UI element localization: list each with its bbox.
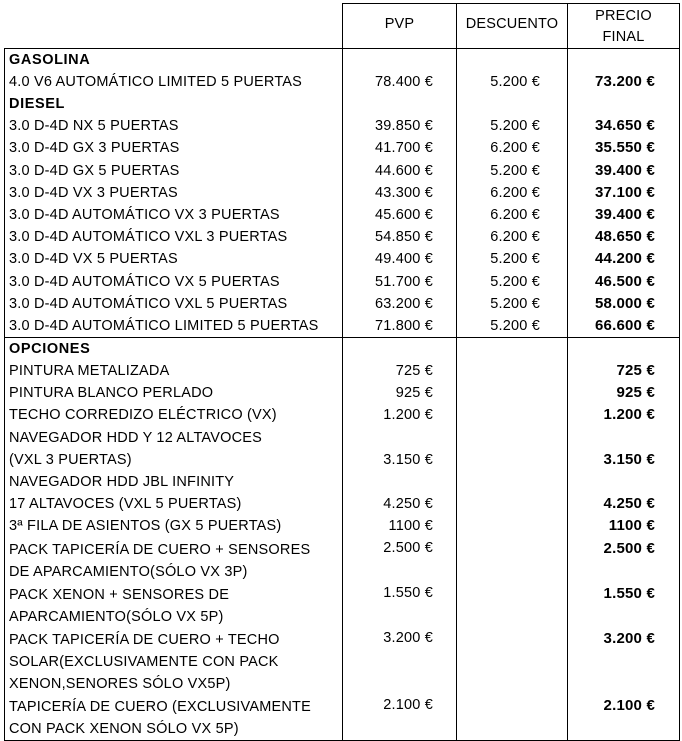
header-row <box>5 4 680 49</box>
descuento-value: 5.200 € <box>457 115 568 137</box>
option-name-line: CON PACK XENON SÓLO VX 5P) <box>9 720 239 737</box>
empty-cell <box>568 338 680 361</box>
header-final-line: FINAL <box>602 29 645 45</box>
section-row-opciones <box>5 338 680 361</box>
precio-final-value: 1.550 € <box>568 583 680 628</box>
precio-final-value: 37.100 € <box>568 182 680 204</box>
option-name-line: DE APARCAMIENTO(SÓLO VX 3P) <box>9 563 248 580</box>
table-row <box>5 271 680 293</box>
precio-final-value: 2.100 € <box>568 695 680 741</box>
option-name <box>5 628 343 695</box>
section-row-diesel <box>5 93 680 115</box>
section-heading-cell <box>5 49 343 72</box>
descuento-value <box>457 449 568 471</box>
pvp-value: 44.600 € <box>343 160 457 182</box>
option-name-line: SOLAR(EXCLUSIVAMENTE CON PACK <box>9 653 279 670</box>
empty-cell <box>457 93 568 115</box>
table-row <box>5 204 680 226</box>
option-name-line: PINTURA BLANCO PERLADO <box>9 385 214 402</box>
section-heading-gasolina: GASOLINA <box>9 52 91 68</box>
pvp-value: 1.200 € <box>343 404 457 426</box>
table-row <box>5 538 680 583</box>
precio-final-value: 1100 € <box>568 515 680 537</box>
price-table-body <box>5 49 680 741</box>
header-descuento <box>457 4 568 49</box>
section-row-gasolina <box>5 49 680 72</box>
option-name-line: 3ª FILA DE ASIENTOS (GX 5 PUERTAS) <box>9 518 282 535</box>
table-row <box>5 471 680 493</box>
section-heading-opciones: OPCIONES <box>9 341 91 358</box>
pvp-value: 63.200 € <box>343 293 457 315</box>
table-row <box>5 583 680 628</box>
table-row <box>5 115 680 137</box>
option-name <box>5 515 343 537</box>
pvp-value: 1100 € <box>343 515 457 537</box>
precio-final-value: 46.500 € <box>568 271 680 293</box>
model-name: 3.0 D-4D NX 5 PUERTAS <box>5 115 343 137</box>
table-row <box>5 71 680 93</box>
pvp-value: 1.550 € <box>343 583 457 628</box>
pvp-value: 78.400 € <box>343 71 457 93</box>
option-name <box>5 538 343 583</box>
header-pvp-label: PVP <box>384 16 415 32</box>
descuento-value <box>457 382 568 404</box>
precio-final-value: 66.600 € <box>568 315 680 338</box>
descuento-value <box>457 695 568 741</box>
header-pvp <box>343 4 457 49</box>
model-name: 3.0 D-4D AUTOMÁTICO LIMITED 5 PUERTAS <box>5 315 343 338</box>
header-precio-final-label <box>568 4 679 48</box>
table-row <box>5 360 680 382</box>
table-row <box>5 315 680 338</box>
pvp-value: 43.300 € <box>343 182 457 204</box>
option-name-line: PACK XENON + SENSORES DE <box>9 586 230 603</box>
pvp-value: 71.800 € <box>343 315 457 338</box>
table-row <box>5 137 680 159</box>
precio-final-value <box>568 427 680 449</box>
header-blank-cell <box>5 4 343 49</box>
pvp-value: 4.250 € <box>343 493 457 515</box>
precio-final-value: 39.400 € <box>568 204 680 226</box>
option-name <box>5 382 343 404</box>
precio-final-value: 35.550 € <box>568 137 680 159</box>
precio-final-value: 3.200 € <box>568 628 680 695</box>
table-row <box>5 427 680 449</box>
header-precio-final <box>568 4 680 49</box>
precio-final-value <box>568 471 680 493</box>
precio-final-value: 3.150 € <box>568 449 680 471</box>
model-name: 3.0 D-4D GX 5 PUERTAS <box>5 160 343 182</box>
precio-final-value: 39.400 € <box>568 160 680 182</box>
empty-cell <box>568 49 680 72</box>
model-name: 4.0 V6 AUTOMÁTICO LIMITED 5 PUERTAS <box>5 71 343 93</box>
precio-final-value: 1.200 € <box>568 404 680 426</box>
option-name-line: PACK TAPICERÍA DE CUERO + TECHO <box>9 631 280 648</box>
descuento-value: 5.200 € <box>457 160 568 182</box>
table-row <box>5 226 680 248</box>
model-name: 3.0 D-4D VX 5 PUERTAS <box>5 248 343 270</box>
option-name <box>5 427 343 449</box>
table-row <box>5 515 680 537</box>
option-name-line: XENON,SENORES SÓLO VX5P) <box>9 675 231 692</box>
precio-final-value: 48.650 € <box>568 226 680 248</box>
pvp-value: 39.850 € <box>343 115 457 137</box>
option-name <box>5 493 343 515</box>
descuento-value <box>457 583 568 628</box>
precio-final-value: 725 € <box>568 360 680 382</box>
pvp-value: 2.100 € <box>343 695 457 741</box>
pvp-value: 3.200 € <box>343 628 457 695</box>
section-heading-cell <box>5 338 343 361</box>
option-name-line: NAVEGADOR HDD JBL INFINITY <box>9 474 235 490</box>
descuento-value <box>457 360 568 382</box>
precio-final-value: 73.200 € <box>568 71 680 93</box>
pvp-value: 925 € <box>343 382 457 404</box>
pvp-value: 2.500 € <box>343 538 457 583</box>
option-name-line: PINTURA METALIZADA <box>9 363 170 380</box>
table-row <box>5 182 680 204</box>
empty-cell <box>343 93 457 115</box>
empty-cell <box>457 49 568 72</box>
empty-cell <box>457 338 568 361</box>
option-name-line: PACK TAPICERÍA DE CUERO + SENSORES <box>9 541 311 558</box>
model-name: 3.0 D-4D AUTOMÁTICO VX 3 PUERTAS <box>5 204 343 226</box>
table-row <box>5 493 680 515</box>
option-name <box>5 449 343 471</box>
descuento-value: 5.200 € <box>457 293 568 315</box>
table-row <box>5 293 680 315</box>
descuento-value: 6.200 € <box>457 137 568 159</box>
table-row <box>5 628 680 695</box>
table-row <box>5 382 680 404</box>
model-name: 3.0 D-4D GX 3 PUERTAS <box>5 137 343 159</box>
descuento-value: 5.200 € <box>457 315 568 338</box>
option-name-line: NAVEGADOR HDD Y 12 ALTAVOCES <box>9 429 262 446</box>
empty-cell <box>343 338 457 361</box>
descuento-value: 5.200 € <box>457 71 568 93</box>
option-name-line: TECHO CORREDIZO ELÉCTRICO (VX) <box>9 407 277 424</box>
empty-cell <box>343 49 457 72</box>
descuento-value: 6.200 € <box>457 182 568 204</box>
option-name <box>5 471 343 493</box>
table-row <box>5 248 680 270</box>
section-heading-diesel: DIESEL <box>9 96 65 113</box>
pvp-value <box>343 471 457 493</box>
descuento-value <box>457 538 568 583</box>
pvp-value: 45.600 € <box>343 204 457 226</box>
pvp-value: 725 € <box>343 360 457 382</box>
price-table <box>4 3 680 741</box>
table-row <box>5 695 680 741</box>
option-name <box>5 360 343 382</box>
header-descuento-label: DESCUENTO <box>465 16 559 32</box>
pvp-value: 3.150 € <box>343 449 457 471</box>
table-row <box>5 449 680 471</box>
option-name-line: (VXL 3 PUERTAS) <box>9 451 132 468</box>
option-name <box>5 404 343 426</box>
header-precio-line: PRECIO <box>595 8 652 24</box>
table-row <box>5 404 680 426</box>
model-name: 3.0 D-4D AUTOMÁTICO VX 5 PUERTAS <box>5 271 343 293</box>
pvp-value: 54.850 € <box>343 226 457 248</box>
descuento-value: 5.200 € <box>457 248 568 270</box>
descuento-value <box>457 404 568 426</box>
model-name: 3.0 D-4D AUTOMÁTICO VXL 5 PUERTAS <box>5 293 343 315</box>
descuento-value: 6.200 € <box>457 226 568 248</box>
precio-final-value: 4.250 € <box>568 493 680 515</box>
model-name: 3.0 D-4D AUTOMÁTICO VXL 3 PUERTAS <box>5 226 343 248</box>
empty-cell <box>568 93 680 115</box>
option-name-line: TAPICERÍA DE CUERO (EXCLUSIVAMENTE <box>9 698 311 715</box>
pvp-value: 41.700 € <box>343 137 457 159</box>
descuento-value <box>457 515 568 537</box>
pvp-value <box>343 427 457 449</box>
precio-final-value: 44.200 € <box>568 248 680 270</box>
descuento-value <box>457 628 568 695</box>
descuento-value <box>457 427 568 449</box>
precio-final-value: 58.000 € <box>568 293 680 315</box>
descuento-value: 5.200 € <box>457 271 568 293</box>
option-name-line: 17 ALTAVOCES (VXL 5 PUERTAS) <box>9 496 242 513</box>
model-name: 3.0 D-4D VX 3 PUERTAS <box>5 182 343 204</box>
option-name <box>5 583 343 628</box>
precio-final-value: 34.650 € <box>568 115 680 137</box>
option-name <box>5 695 343 741</box>
descuento-value: 6.200 € <box>457 204 568 226</box>
table-row <box>5 160 680 182</box>
descuento-value <box>457 493 568 515</box>
option-name-line: APARCAMIENTO(SÓLO VX 5P) <box>9 608 224 625</box>
descuento-value <box>457 471 568 493</box>
pvp-value: 51.700 € <box>343 271 457 293</box>
precio-final-value: 925 € <box>568 382 680 404</box>
section-heading-cell <box>5 93 343 115</box>
precio-final-value: 2.500 € <box>568 538 680 583</box>
pvp-value: 49.400 € <box>343 248 457 270</box>
